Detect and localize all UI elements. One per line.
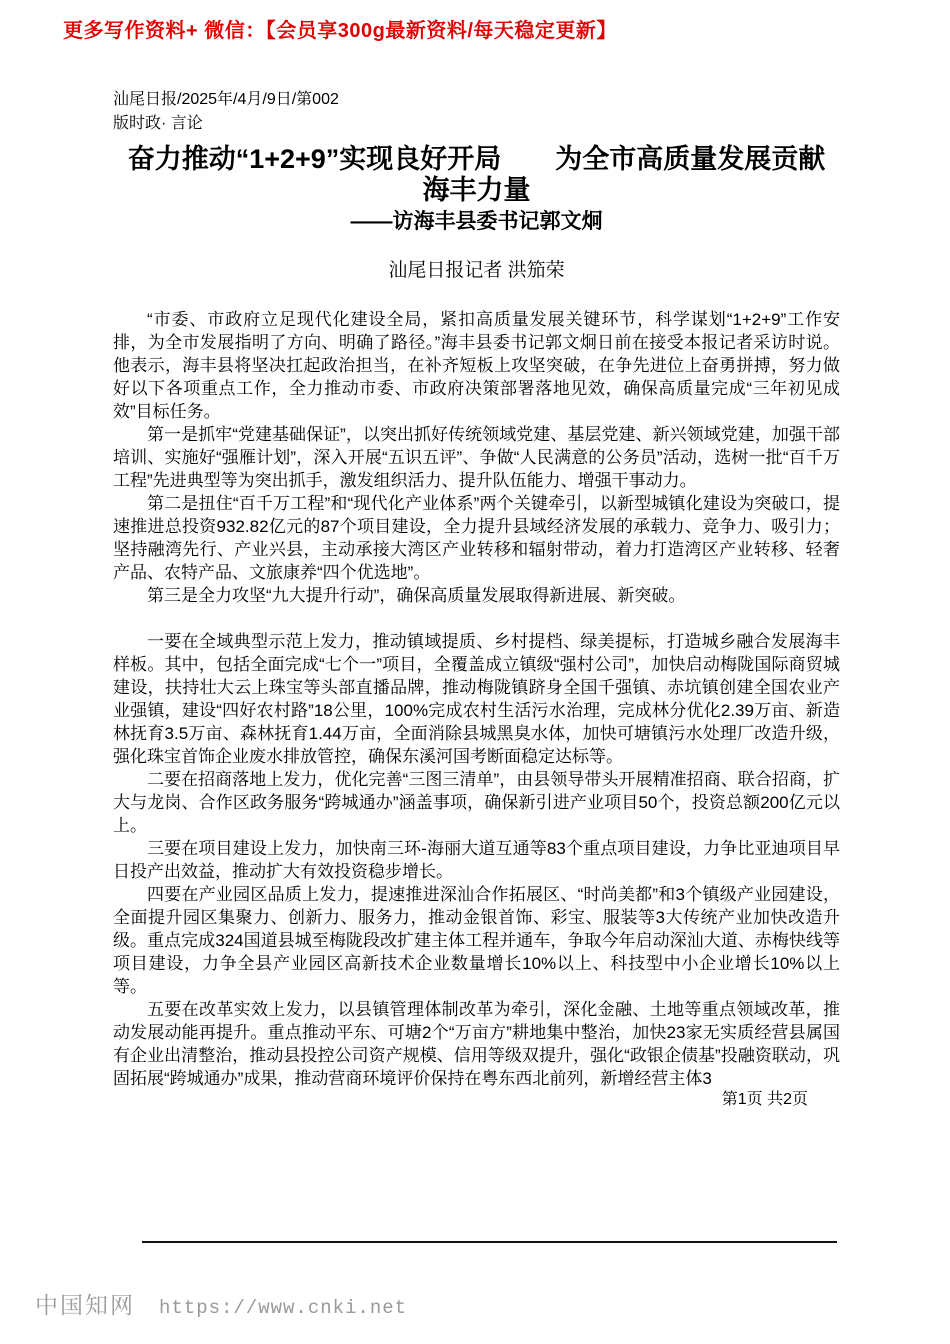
cnki-url-link[interactable]: https://www.cnki.net — [159, 1297, 408, 1319]
article-paragraph: 二要在招商落地上发力，优化完善“三图三清单”，由县领导带头开展精准招商、联合招商，扩大与龙岗、合作区政务服务“跨城通办”涵盖事项，确保新引进产业项目50个，投资总额200亿元以上。 — [113, 770, 840, 835]
article-subtitle: ——访海丰县委书记郭文炯 — [350, 210, 603, 233]
source-meta — [113, 88, 840, 136]
watermark — [35, 1287, 407, 1320]
page-indicator: 第1页 共2页 — [721, 1091, 808, 1108]
article-title-line-1: 奋力推动“1+2+9”实现良好开局 为全市高质量发展贡献 — [127, 144, 826, 174]
article-title-line-2: 海丰力量 — [422, 175, 531, 205]
article-byline: 汕尾日报记者 洪笳荣 — [388, 260, 565, 281]
document-page — [113, 88, 840, 1090]
article-title — [113, 144, 840, 206]
article-paragraph: 五要在改革实效上发力，以县镇管理体制改革为牵引，深化金融、土地等重点领域改革，推动发展动能再提升。重点推动平东、可塘2个“万亩方”耕地集中整治，加快23家无实质经营县属国有企业出清整治，推动县投控公司资产规模、信用等级双提升，强化“政银企债基”投融资联动，巩固拓展“跨城通办”成果，推动营商环境评价保持在粤东西北前列，新增经营主体3 — [113, 1000, 840, 1088]
promo-banner: 更多写作资料+ 微信：【会员享300g最新资料/每天稳定更新】 — [63, 20, 617, 42]
source-meta-line-1: 汕尾日报/2025年/4月/9日/第002 — [113, 91, 339, 108]
article-paragraph — [113, 607, 840, 630]
article-paragraph: 三要在项目建设上发力，加快南三环-海丽大道互通等83个重点项目建设，力争比亚迪项目早日投产出效益，推动扩大有效投资稳步增长。 — [113, 839, 840, 881]
article-paragraph: “市委、市政府立足现代化建设全局，紧扣高质量发展关键环节，科学谋划“1+2+9”工作安排，为全市发展指明了方向、明确了路径。”海丰县委书记郭文炯日前在接受本报记者采访时说。他表示，海丰县将坚决扛起政治担当，在补齐短板上攻坚突破，在争先进位上奋勇拼搏，努力做好以下各项重点工作，全力推动市委、市政府决策部署落地见效，确保高质量完成“三年初见成效”目标任务。 — [113, 310, 840, 421]
article-body — [113, 308, 840, 1090]
cnki-brand-label: 中国知网 — [35, 1292, 135, 1318]
article-paragraph: 第二是扭住“百千万工程”和“现代化产业体系”两个关键牵引，以新型城镇化建设为突破口，提速推进总投资932.82亿元的87个项目建设，全力提升县域经济发展的承载力、竞争力、吸引力；坚持融湾先行、产业兴县，主动承接大湾区产业转移和辐射带动，着力打造湾区产业转移、轻奢产品、农特产品、文旅康养“四个优选地”。 — [113, 494, 840, 582]
article-paragraph: 第一是抓牢“党建基础保证”，以突出抓好传统领域党建、基层党建、新兴领域党建，加强干部培训、实施好“强雁计划”，深入开展“五识五评”、争做“人民满意的公务员”活动，选树一批“百千万工程”先进典型等为突出抓手，激发组织活力、提升队伍能力、增强干事动力。 — [113, 425, 840, 490]
article-paragraph: 第三是全力攻坚“九大提升行动”，确保高质量发展取得新进展、新突破。 — [147, 586, 686, 605]
article-paragraph: 四要在产业园区品质上发力，提速推进深汕合作拓展区、“时尚美都”和3个镇级产业园建设，全面提升园区集聚力、创新力、服务力，推动金银首饰、彩宝、服装等3大传统产业加快改造升级。重点完成324国道县城至梅陇段改扩建主体工程并通车，争取今年启动深汕大道、赤梅快线等项目建设，力争全县产业园区高新技术企业数量增长10%以上、科技型中小企业增长10%以上等。 — [113, 885, 840, 996]
footer-divider — [142, 1241, 837, 1243]
source-meta-line-2: 版时政· 言论 — [113, 115, 203, 132]
article-paragraph: 一要在全域典型示范上发力，推动镇域提质、乡村提档、绿美提标，打造城乡融合发展海丰样板。其中，包括全面完成“七个一”项目，全覆盖成立镇级“强村公司”，加快启动梅陇国际商贸城建设，扶持壮大云上珠宝等头部直播品牌，推动梅陇镇跻身全国千强镇、赤坑镇创建全国农业产业强镇，建设“四好农村路”18公里，100%完成农村生活污水治理，完成林分优化2.39万亩、新造林抚育3.5万亩、森林抚育1.44万亩，全面消除县城黑臭水体，加快可塘镇污水处理厂改造升级，强化珠宝首饰企业废水排放管控，确保东溪河国考断面稳定达标等。 — [113, 632, 840, 766]
